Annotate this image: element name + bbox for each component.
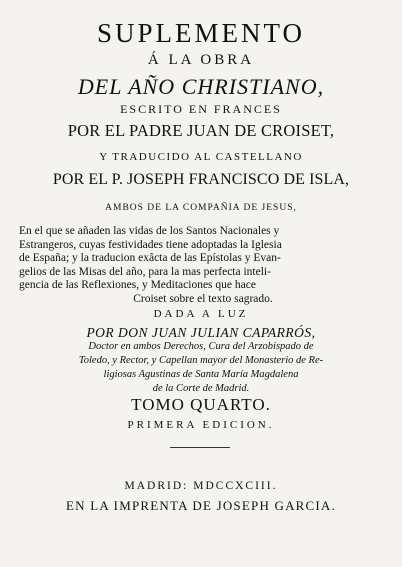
- imprint-printer: EN LA IMPRENTA DE JOSEPH GARCIA.: [66, 498, 336, 513]
- paragraph-line: Croiset sobre el texto sagrado.: [133, 292, 273, 305]
- editor-credential-line: de la Corte de Madrid.: [152, 383, 250, 394]
- paragraph-line: Estrangeros, cuyas festividades tiene adoptadas la Iglesia: [19, 238, 282, 251]
- divider-rule: [170, 447, 230, 448]
- main-title: SUPLEMENTO: [96, 18, 306, 48]
- editor-credential-line: Toledo, y Rector, y Capellan mayor del Monasterio de Re-: [78, 355, 324, 366]
- escrito-line: ESCRITO EN FRANCES: [120, 102, 282, 116]
- editor-credential-line: Doctor en ambos Derechos, Cura del Arzobispado de: [88, 341, 314, 352]
- editor-name: POR DON JUAN JULIAN CAPARRÓS,: [86, 325, 316, 340]
- paragraph-line: En el que se añaden las vidas de los Santos Nacionales y: [19, 225, 280, 237]
- company-line: AMBOS DE LA COMPAÑIA DE JESUS,: [105, 203, 297, 213]
- translator-isla: POR EL P. JOSEPH FRANCISCO DE ISLA,: [52, 171, 350, 188]
- paragraph-line: gelios de las Misas del año, para la mas perfecta inteli-: [19, 265, 271, 278]
- description-paragraph: [19, 225, 387, 307]
- author-croiset: POR EL PADRE JUAN DE CROISET,: [67, 121, 335, 140]
- paragraph-line: de España; y la traducion exâcta de las Epístolas y Evan-: [19, 252, 281, 265]
- work-title: DEL AÑO CHRISTIANO,: [77, 74, 325, 99]
- paragraph-line: gencia de las Reflexiones, y Meditaciones que hace: [19, 279, 256, 292]
- subtitle-obra: Á LA OBRA: [147, 52, 255, 68]
- editor-block: [20, 326, 382, 396]
- dada-a-luz: DADA A LUZ: [153, 308, 249, 320]
- edition-line: PRIMERA EDICION.: [127, 419, 275, 431]
- editor-credential-line: ligiosas Agustinas de Santa María Magdalena: [103, 369, 299, 380]
- volume-number: TOMO QUARTO.: [131, 395, 271, 414]
- imprint-place-year: MADRID: MDCCXCIII.: [124, 480, 278, 492]
- translated-line: Y TRADUCIDO AL CASTELLANO: [99, 151, 303, 163]
